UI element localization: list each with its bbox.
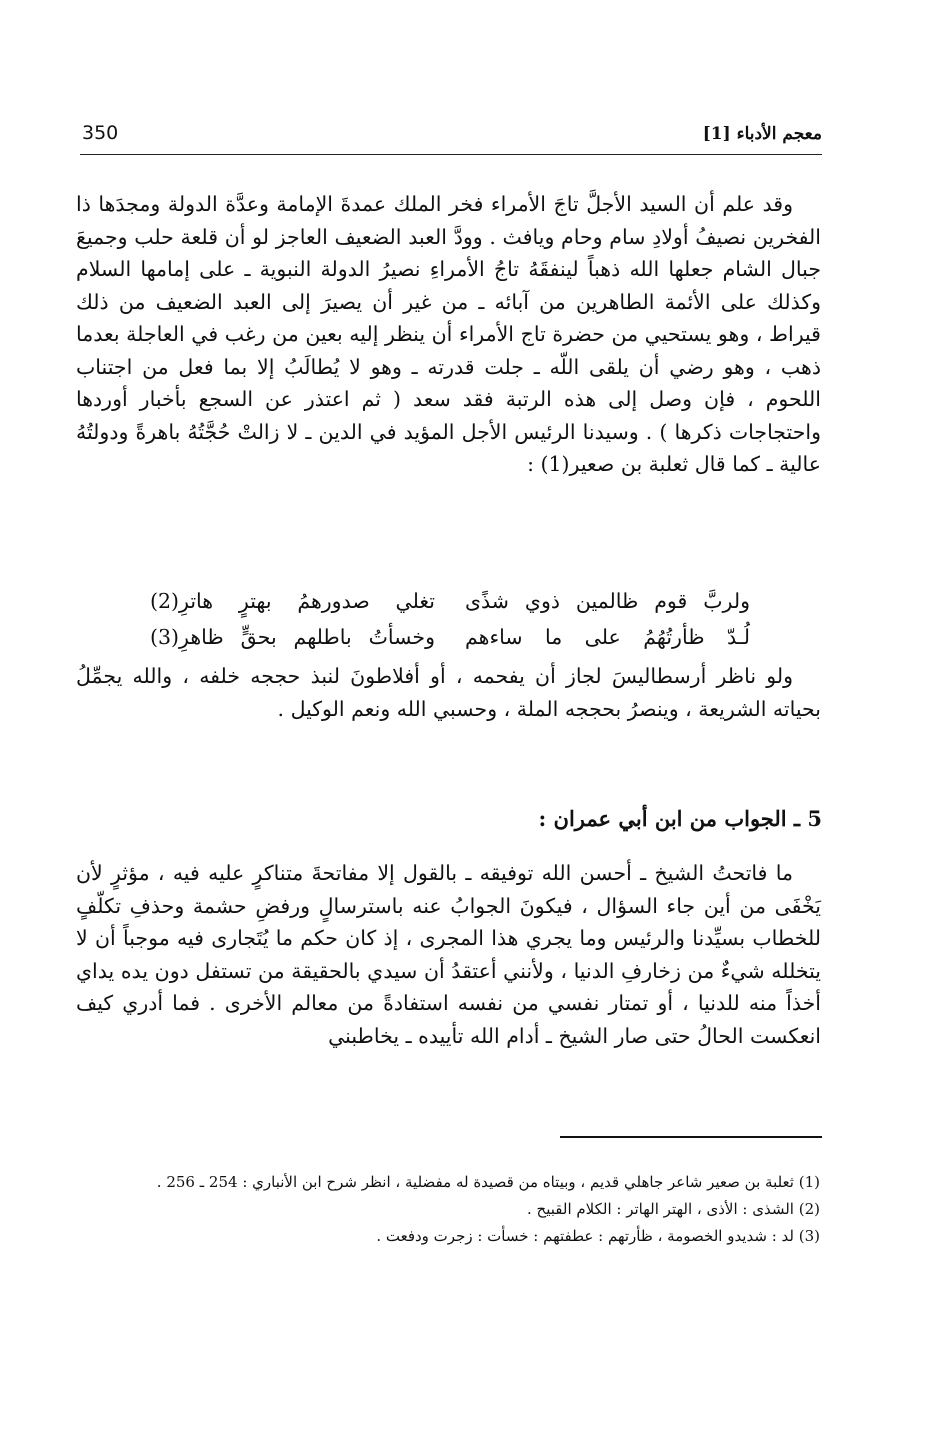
verse-line-1 <box>150 583 750 619</box>
book-title: معجم الأدباء [1] <box>702 124 822 144</box>
paragraph-1: وقد علم أن السيد الأجلَّ تاجَ الأمراء فخر الملك عمدةَ الإمامة وعدَّة الدولة ومجدَها ذا الفخرين نصيفُ أولادِ سام وحام ويافث . وودَّ العبد الضعيف العاجز لو أن قلعة حلب وجميعَ جبال الشام جعلها الله ذهباً لينفقَهُ تاجُ الأمراءِ نصيرُ الدولة النبوية ـ على إمامها السلام وكذلك على الأئمة الطاهرين من آبائه ـ من غير أن يصيرَ إلى العبد الضعيف من ذلك قيراط ، وهو يستحيي من حضرة تاج الأمراء أن ينظر إليه بعين من رغب في العاجلة بعدما ذهب ، وهو رضي أن يلقى اللّه ـ جلت قدرته ـ وهو لا يُطالَبُ إلا بما فعل من اجتناب اللحوم ، فإن وصل إلى هذه الرتبة فقد سعد ( ثم اعتذر عن السجع بأخبار أوردها واحتجاجات ذكرها ) . وسيدنا الرئيس الأجل المؤيد في الدين ـ لا زالتْ حُجَّتُهُ باهرةً ودولتُهُ عالية ـ كما قال ثعلبة بن صعير(1) : <box>76 192 821 476</box>
main-text-block-2 <box>76 660 821 725</box>
header-rule <box>80 154 822 155</box>
main-text-block-1 <box>76 188 821 481</box>
main-text-block-3 <box>76 857 821 1052</box>
section-heading: 5 ـ الجواب من ابن أبي عمران : <box>538 806 822 831</box>
footnote-3: (3) لد : شديدو الخصومة ، ظأرتهم : عطفتهم : خسأت : زجرت ودفعت . <box>376 1227 820 1245</box>
verse-2-first-hemistich: لُـدّ ظأرتُهُمُ على ما ساءهم <box>465 625 750 649</box>
paragraph-2: ولو ناظر أرسطاليسَ لجاز أن يفحمه ، أو أفلاطونَ لنبذ حججه خلفه ، والله يجمِّلُ بحياته الشريعة ، وينصرُ بحججه الملة ، وحسبي الله ونعم الوكيل . <box>76 664 821 721</box>
footnote-2: (2) الشذى : الأذى ، الهتر الهاتر : الكلام القبيح . <box>527 1200 820 1218</box>
verse-1-first-hemistich: ولربَّ قوم ظالمين ذوي شذًى <box>465 589 750 613</box>
footnote-rule <box>560 1136 822 1138</box>
footnote-1: (1) ثعلبة بن صعير شاعر جاهلي قديم ، وبيتاه من قصيدة له مفضلية ، انظر شرح ابن الأنباري : 254 ـ 256 . <box>156 1173 820 1191</box>
paragraph-3: ما فاتحتُ الشيخ ـ أحسن الله توفيقه ـ بالقول إلا مفاتحةَ متناكرٍ عليه فيه ، مؤثرٍ لأن يَخْفَى من أين جاء السؤال ، فيكونَ الجوابُ عنه باسترسالٍ ورفضِ حشمة وحذفِ تكلّفٍ للخطاب بسيِّدنا والرئيس وما يجري هذا المجرى ، إذ كان حكم ما يُتَجارى فيه موجباً أن لا يتخلله شيءٌ من زخارفِ الدنيا ، ولأنني أعتقدُ أن سيدي بالحقيقة من تستفل دون يده يداي أخذاً منه للدنيا ، أو تمتار نفسي من نفسه استفادةً من معالم الأخرى . فما أدري كيف انعكست الحالُ حتى صار الشيخ ـ أدام الله تأييده ـ يخاطبني <box>76 861 821 1048</box>
running-head <box>82 120 822 150</box>
verse-1-second-hemistich: تغلي صدورهمُ بهترٍ هاترِ(2) <box>150 589 435 613</box>
poem-verses <box>150 583 750 655</box>
footnotes <box>80 1170 820 1251</box>
verse-line-2 <box>150 619 750 655</box>
verse-2-second-hemistich: وخسأتُ باطلهم بحقٍّ ظاهرِ(3) <box>150 625 435 649</box>
page-number: 350 <box>82 122 119 144</box>
